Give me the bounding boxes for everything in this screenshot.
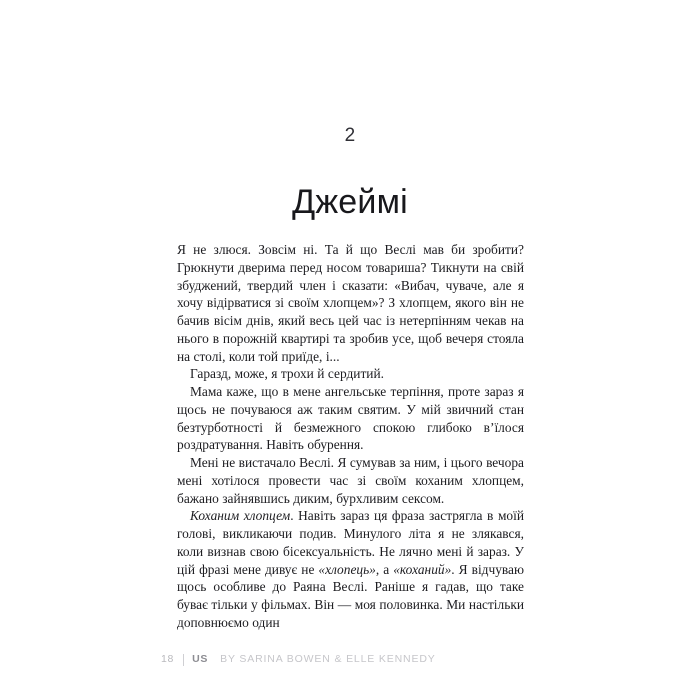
body-paragraph [177,365,524,383]
chapter-heading [0,125,700,221]
body-text-column [177,241,524,632]
body-paragraph [177,454,524,507]
footer-divider [183,654,184,666]
body-paragraph [177,241,524,365]
text-run: Я не злюся. Зовсім ні. Та й що Веслі мав би зробити? Грюкнути дверима перед носом товариша? Тикнути на свій збуджений, твердий член і сказати: «Вибач, чуваче, але я хочу відірватися зі своїм хлопцем»? З хлопцем, якого він не бачив вісім днів, який весь цей час із нетерпінням чекав на нього в порожній квартирі та зробив усе, щоб вечеря стояла на столі, коли той приїде, і... [177,242,524,364]
chapter-number: 2 [344,125,356,146]
text-run: Мама каже, що в мене ангельське терпіння, проте зараз я щось не почуваюся аж таким святим. У мій звичний стан безтурботності й безмежного спокою глибоко в’їлося роздратування. Навіть обурення. [177,384,524,453]
footer-page-number: 18 [161,653,175,665]
chapter-title: Джеймі [292,183,408,221]
text-run: . Навіть зараз ця фраза застрягла в моїй голові, викликаючи подив. Минулого літа я не злякався, коли визнав свою бісексуальність. Не лячно мені й зараз. У цій фразі мене дивує не [177,508,524,577]
text-run: . Я відчуваю щось особливе до Раяна Веслі. Раніше я гадав, що таке буває тільки у фільмах. Він — моя половинка. Ми настільки доповнюємо один [177,561,524,630]
footer-authors: BY SARINA BOWEN & ELLE KENNEDY [220,653,436,665]
body-paragraph [177,507,524,631]
text-run: , а [375,561,394,577]
text-run: Мені не вистачало Веслі. Я сумував за ним, і цього вечора мені хотілося провести час зі своїм коханим хлопцем, бажано зайнявшись диким, бурхливим сексом. [177,455,524,506]
body-paragraph [177,383,524,454]
italic-text-run: «хлопець» [318,561,376,577]
footer-book-title: US [192,653,209,665]
text-run: Гаразд, може, я трохи й сердитий. [190,366,384,382]
italic-text-run: Коханим хлопцем [190,508,291,524]
running-footer [161,653,436,666]
italic-text-run: «коханий» [393,561,452,577]
